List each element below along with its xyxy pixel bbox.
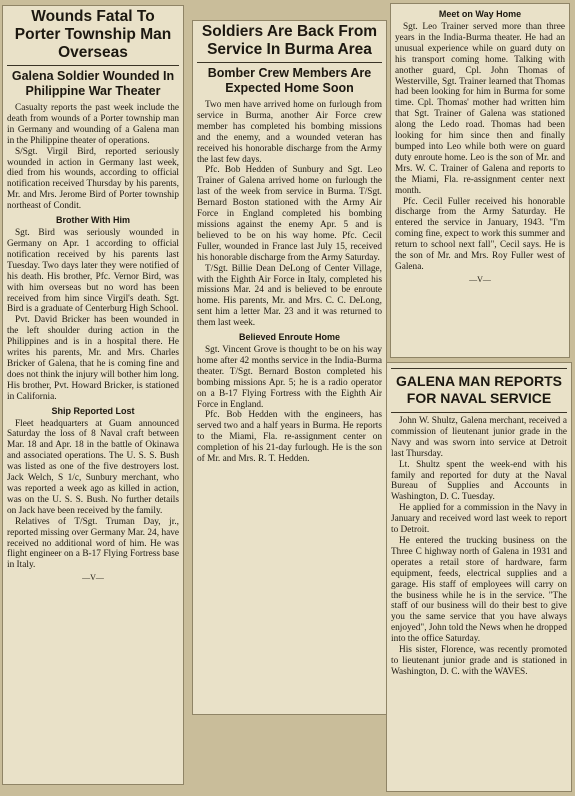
subhead: Believed Enroute Home <box>238 332 341 343</box>
paragraph: He applied for a commission in the Navy in January and received word last week to report to Detroit. <box>391 503 567 536</box>
paragraph: John W. Shultz, Galena merchant, received a commission of lieutenant junior grade in the Navy and was sworn into service at Detroit last Thursday. <box>391 416 567 459</box>
deck-headline: Galena Soldier Wounded In Philippine War Theater <box>11 69 175 98</box>
paragraph: Lt. Shultz spent the week-end with his family and reported for duty at the Naval Bureau of Supplies and Accounts in Washington, D. C. Tuesday. <box>391 459 567 503</box>
divider <box>391 368 567 369</box>
paragraph: He entered the trucking business on the Three C highway north of Galena in 1931 and operates a retail store of hardware, farm equipment, feeds, electrical supplies and a garage. His staff of employees will carry on the business while he is in the service. "The staff of our business will do their best to give you the same service that you have always enjoyed", John told the News when he dropped into the office Saturday. <box>391 535 567 645</box>
clipping-wounds-fatal <box>2 5 184 785</box>
paragraph: Sgt. Bird was seriously wounded in Germany on Apr. 1 according to official notification received by his parents last Tuesday. Two days later they were notified of his death. His brother, Pfc. Vernor Bird, was with him overseas but no word has been received from him since Virgil's death. Sgt. Bird is a graduate of Centerburg High School. <box>7 228 179 315</box>
subhead: Ship Reported Lost <box>51 405 135 416</box>
paragraph: Pfc. Bob Hedden of Sunbury and Sgt. Leo Trainer of Galena arrived home on furlough the last of the week from service in Burma. T/Sgt. Bernard Boston stationed with the Army Air Force in England completed his bombing missions against the enemy Apr. 5 and is believed to be on his way home. Pfc. Cecil Fuller, wounded in France last July 15, received his honorable discharge from the Army Saturday. <box>197 165 382 263</box>
clipping-soldiers-back <box>192 20 387 715</box>
paragraph: S/Sgt. Virgil Bird, reported seriously wounded in action in Germany last week, died from his wounds, according to official notification received Thursday by his parents, Mr. and Mrs. Jerome Bird of Porter township northeast of Condit. <box>7 146 179 212</box>
paragraph: Two men have arrived home on furlough from service in Burma, another Air Force crew member has completed his bombing missions and the enemy, and a wounded veteran has received his honorable discharge from the Army the last few days. <box>197 100 382 165</box>
clipping-meet-on-way-home <box>390 3 570 358</box>
headline: GALENA MAN REPORTS FOR NAVAL SERVICE <box>396 373 562 406</box>
end-mark: —V— <box>82 573 104 583</box>
paragraph: Fleet headquarters at Guam announced Saturday the loss of 8 Naval craft between Mar. 18 and Apr. 18 in the battle of Okinawa and associated operations. The U. S. S. Bush was listed as one of the five destroyers lost. Jack Welch, S 1/c, Sunbury merchant, who was reported a week ago as killed in action, was on the U. S. S. Bush. No further details on Jack have been received by the family. <box>7 418 179 516</box>
clipping-naval-service <box>386 362 572 792</box>
paragraph: Sgt. Leo Trainer served more than three years in the India-Burma theater. He had an unusual experience while on guard duty on his transport coming home. Talking with another guard, Cpl. John Thomas of Westerville, Sgt. Trainer learned that Thomas had been looking for him in Burma for some time. Cpl. Thomas' mother had written him that Sgt. Trainer of Galena was stationed along the Ledo road. Thomas had been looking for him since then and finally bumped into Leo while both were on guard duty enroute home. Leo is the son of Mr. and Mrs. W. C. Trainer of Galena and reports to the Miami, Fla. re-assignment center next month. <box>395 22 565 196</box>
paragraph: Relatives of T/Sgt. Truman Day, jr., reported missing over Germany Mar. 24, have received no additional word of him. He was flight engineer on a B-17 Flying Fortress base in Italy. <box>7 516 179 571</box>
paragraph: His sister, Florence, was recently promoted to lieutenant junior grade and is stationed in Washington, D. C. with the WAVES. <box>391 645 567 677</box>
paragraph: Sgt. Vincent Grove is thought to be on his way home after 42 months service in the India-Burma theater. T/Sgt. Bernard Boston completed his bombing missions Apr. 5; he is a radio operator on a B-17 Flying Fortress with the Eighth Air Force in England. <box>197 345 382 410</box>
end-mark: —V— <box>469 274 491 284</box>
paragraph: Casualty reports the past week include the death from wounds of a Porter township man in Germany and wounding of a Galena man in the Philippine theater of operations. <box>7 103 179 146</box>
paragraph: Pvt. David Bricker has been wounded in the left shoulder during action in the Philippines and is in a hospital there. He writes his parents, Mr. and Mrs. Charles Bricker of Galena, that he is coming fine and does not think the injury will bother him long. His brother, Pvt. Howard Bricker, is stationed in California. <box>7 315 179 402</box>
paragraph: Pfc. Cecil Fuller received his honorable discharge from the Army Saturday. He entered the service in January, 1943. "I'm coming fine, expect to work this summer and return to school next fall", Cecil says. He is the son of Mr. and Mrs. Roy Fuller west of Galena. <box>395 196 565 272</box>
paragraph: T/Sgt. Billie Dean DeLong of Center Village, with the Eighth Air Force in Italy, completed his missions Mar. 24 and is believed to be enroute home. His parents, Mr. and Mrs. C. C. DeLong, sent him a letter Mar. 23 and it was returned to them last week. <box>197 263 382 329</box>
headline: Soldiers Are Back From Service In Burma Area <box>197 23 382 63</box>
subhead: Meet on Way Home <box>438 9 522 19</box>
divider <box>391 412 567 413</box>
headline: Wounds Fatal To Porter Township Man Overseas <box>7 8 179 66</box>
subhead: Brother With Him <box>56 215 130 226</box>
paragraph: Pfc. Bob Hedden with the engineers, has served two and a half years in Burma. He reports to the Miami, Fla. re-assignment center on completion of his 21-day furlough. He is the son of Mr. and Mrs. R. T. Hedden. <box>197 410 382 465</box>
deck-headline: Bomber Crew Members Are Expected Home Soon <box>207 66 372 95</box>
